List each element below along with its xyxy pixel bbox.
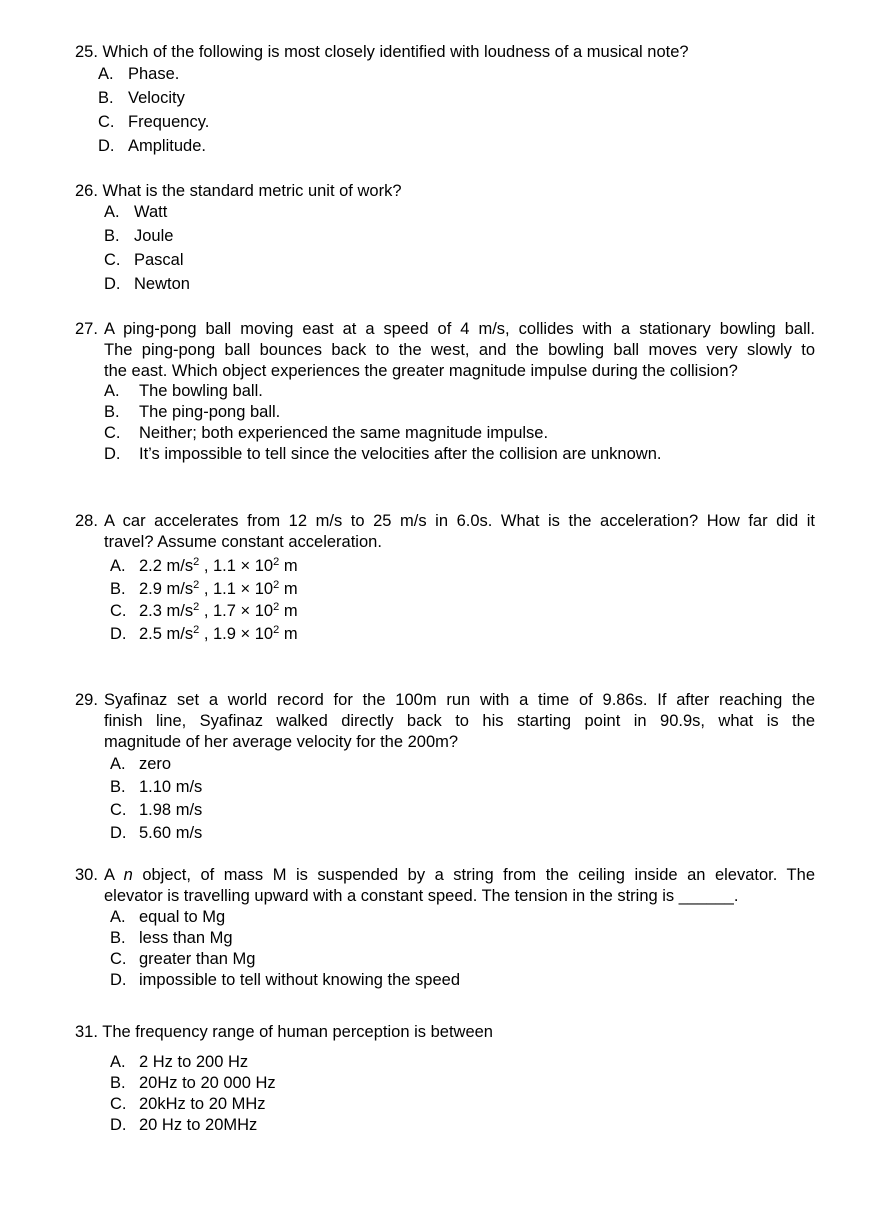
option-acceleration: 2.9 m/s	[139, 580, 194, 598]
question-27-line-2: The ping-pong ball bounces back to the west, and the bowling ball moves very slowly to	[104, 341, 815, 359]
option-31-b[interactable]	[110, 1073, 276, 1093]
italic-n: n	[123, 866, 133, 884]
option-letter: B.	[104, 227, 120, 245]
exponent: 2	[193, 624, 200, 636]
option-letter: C.	[110, 602, 127, 620]
option-30-c[interactable]	[110, 949, 255, 969]
question-27-line-1: A ping-pong ball moving east at a speed of 4 m/s, collides with a stationary bowling ball.	[104, 320, 815, 338]
option-30-d[interactable]	[110, 970, 460, 990]
question-number-30: 30.	[75, 866, 98, 884]
option-29-b[interactable]	[110, 777, 202, 797]
option-letter: D.	[110, 1116, 127, 1134]
question-text: Which of the following is most closely identified with loudness of a musical note?	[102, 43, 689, 61]
option-text: Joule	[134, 227, 174, 245]
option-text: 5.60 m/s	[139, 824, 203, 842]
question-28-line-2: travel? Assume constant acceleration.	[104, 533, 382, 551]
option-26-b[interactable]	[104, 226, 173, 246]
option-letter: A.	[104, 203, 120, 221]
option-text: 20Hz to 20 000 Hz	[139, 1074, 276, 1092]
option-letter: D.	[110, 971, 127, 989]
option-letter: C.	[104, 424, 121, 442]
option-27-c[interactable]	[104, 423, 548, 443]
option-29-c[interactable]	[110, 800, 202, 820]
option-letter: D.	[104, 445, 121, 463]
option-letter: B.	[110, 1074, 126, 1092]
option-unit: m	[283, 602, 298, 620]
exponent: 2	[193, 579, 200, 591]
option-letter: C.	[104, 251, 121, 269]
option-text: zero	[139, 755, 172, 773]
exponent: 2	[273, 556, 280, 568]
option-text: Phase.	[128, 65, 180, 83]
option-text: greater than Mg	[139, 950, 256, 968]
option-letter: C.	[110, 801, 127, 819]
option-27-d[interactable]	[104, 444, 661, 464]
option-acceleration: 2.3 m/s	[139, 602, 194, 620]
question-number: 31.	[75, 1023, 98, 1041]
option-text: less than Mg	[139, 929, 233, 947]
question-30-line-2: elevator is travelling upward with a constant speed. The tension in the string is ______.	[104, 887, 739, 905]
option-text: 20 Hz to 20MHz	[139, 1116, 258, 1134]
question-text: What is the standard metric unit of work?	[102, 182, 402, 200]
option-letter: A.	[98, 65, 114, 83]
option-27-b[interactable]	[104, 402, 280, 422]
option-31-d[interactable]	[110, 1115, 257, 1135]
option-text: Frequency.	[128, 113, 210, 131]
option-distance: 1.1 × 10	[213, 580, 274, 598]
option-text: 2 Hz to 200 Hz	[139, 1053, 249, 1071]
option-26-d[interactable]	[104, 274, 190, 294]
option-28-c[interactable]: C. 2.3 $m/s^2$ , $1.7 \times 10^2$ m	[110, 601, 298, 620]
option-29-d[interactable]	[110, 823, 202, 843]
question-text: The frequency range of human perception is between	[102, 1023, 493, 1041]
option-28-b[interactable]: B. 2.9 $m/s^2$ , $1.1 \times 10^2$ m	[110, 579, 298, 598]
option-text: 1.10 m/s	[139, 778, 203, 796]
question-number: 26.	[75, 182, 98, 200]
option-text: The ping-pong ball.	[139, 403, 281, 421]
option-31-c[interactable]	[110, 1094, 266, 1114]
option-letter: A.	[110, 1053, 126, 1071]
option-distance: 1.9 × 10	[213, 625, 274, 643]
option-distance: 1.7 × 10	[213, 602, 274, 620]
option-letter: C.	[110, 950, 127, 968]
question-number-29: 29.	[75, 691, 98, 709]
option-letter: D.	[110, 824, 127, 842]
option-letter: D.	[104, 275, 121, 293]
option-unit: m	[283, 580, 298, 598]
option-letter: A.	[110, 557, 126, 575]
option-acceleration: 2.2 m/s	[139, 557, 194, 575]
option-26-a[interactable]	[104, 202, 167, 222]
option-letter: B.	[104, 403, 120, 421]
option-30-b[interactable]	[110, 928, 233, 948]
option-text: 1.98 m/s	[139, 801, 203, 819]
question-29-line-3: magnitude of her average velocity for the 200m?	[104, 733, 459, 751]
question-26-stem	[75, 181, 402, 201]
text-segment: object, of mass M is suspended by a string from the ceiling inside an elevator. The	[132, 866, 815, 884]
question-25-stem	[75, 42, 689, 62]
option-text: Newton	[134, 275, 190, 293]
option-letter: C.	[98, 113, 115, 131]
option-letter: A.	[110, 755, 126, 773]
option-text: Pascal	[134, 251, 184, 269]
option-text: 20kHz to 20 MHz	[139, 1095, 266, 1113]
option-letter: B.	[110, 929, 126, 947]
option-text: The bowling ball.	[139, 382, 263, 400]
question-number-28: 28.	[75, 512, 98, 530]
option-text: Velocity	[128, 89, 185, 107]
option-25-b[interactable]	[98, 88, 185, 108]
option-unit: m	[283, 557, 298, 575]
option-letter: A.	[110, 908, 126, 926]
option-text: Neither; both experienced the same magnitude impulse.	[139, 424, 549, 442]
option-29-a[interactable]	[110, 754, 171, 774]
option-letter: D.	[98, 137, 115, 155]
option-25-c[interactable]	[98, 112, 209, 132]
option-unit: m	[283, 625, 298, 643]
option-letter: B.	[98, 89, 114, 107]
option-30-a[interactable]	[110, 907, 225, 927]
option-26-c[interactable]	[104, 250, 184, 270]
option-text: impossible to tell without knowing the speed	[139, 971, 461, 989]
option-distance: 1.1 × 10	[213, 557, 274, 575]
question-31-stem	[75, 1022, 493, 1042]
option-28-d[interactable]: D. 2.5 $m/s^2$ , $1.9 \times 10^2$ m	[110, 624, 298, 643]
option-28-a[interactable]: A. 2.2 $m/s^2$ , $1.1 \times 10^2$ m	[110, 556, 298, 575]
option-25-d[interactable]	[98, 136, 206, 156]
exponent: 2	[273, 579, 280, 591]
question-number-27: 27.	[75, 320, 98, 338]
question-27-line-3: the east. Which object experiences the greater magnitude impulse during the collision?	[104, 362, 738, 380]
option-letter: B.	[110, 580, 126, 598]
exponent: 2	[193, 601, 200, 613]
text-segment: A	[104, 866, 124, 884]
question-29-line-1: Syafinaz set a world record for the 100m run with a time of 9.86s. If after reaching the	[104, 691, 815, 709]
option-text: equal to Mg	[139, 908, 226, 926]
option-acceleration: 2.5 m/s	[139, 625, 194, 643]
option-letter: C.	[110, 1095, 127, 1113]
option-text: It’s impossible to tell since the velocities after the collision are unknown.	[139, 445, 662, 463]
option-text: Amplitude.	[128, 137, 206, 155]
exponent: 2	[193, 556, 200, 568]
question-30-line-1	[104, 865, 815, 885]
exponent: 2	[273, 624, 280, 636]
question-28-line-1: A car accelerates from 12 m/s to 25 m/s in 6.0s. What is the acceleration? How far did it	[104, 512, 815, 530]
option-letter: B.	[110, 778, 126, 796]
option-31-a[interactable]	[110, 1052, 248, 1072]
option-27-a[interactable]	[104, 381, 263, 401]
option-letter: A.	[104, 382, 120, 400]
option-25-a[interactable]	[98, 64, 179, 84]
question-29-line-2: finish line, Syafinaz walked directly back to his starting point in 90.9s, what is the	[104, 712, 815, 730]
question-number: 25.	[75, 43, 98, 61]
option-letter: D.	[110, 625, 127, 643]
exponent: 2	[273, 601, 280, 613]
option-text: Watt	[134, 203, 168, 221]
